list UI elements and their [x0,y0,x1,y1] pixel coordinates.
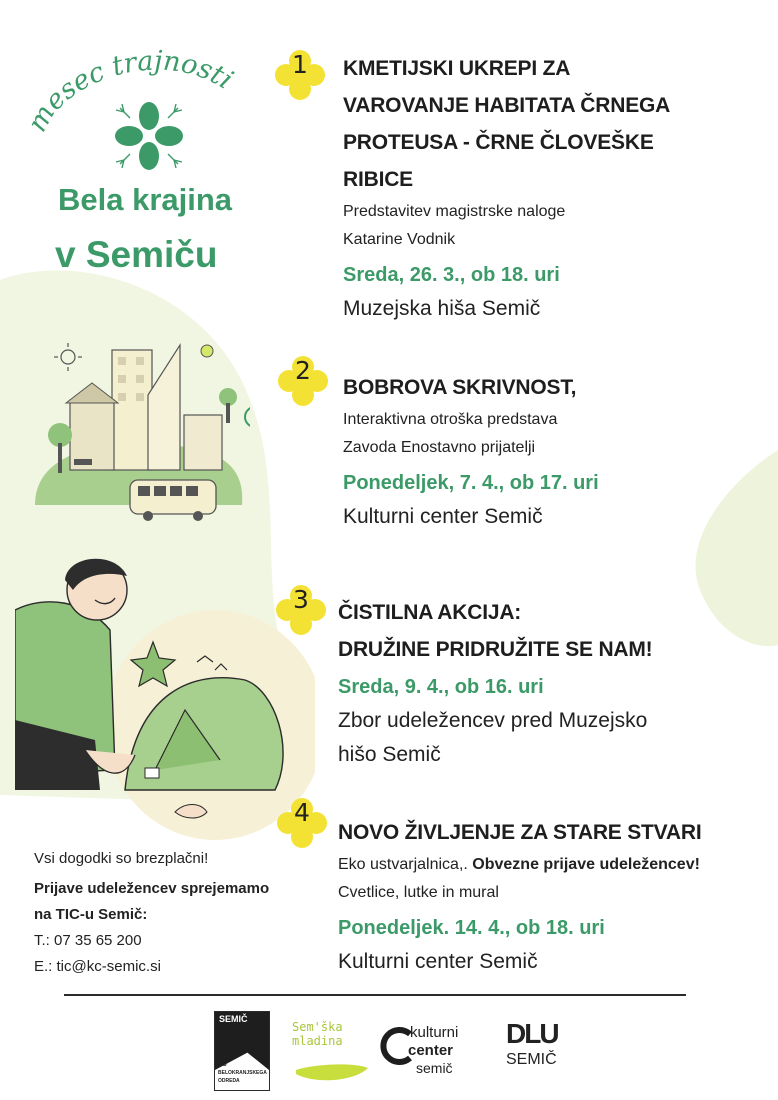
os-logo-line1: OŠ [218,1062,227,1068]
event-3-title-line: ČISTILNA AKCIJA: [338,601,522,624]
divider [64,994,686,996]
os-logo-line2: BELOKRANJSKEGA [218,1070,267,1076]
region-title: Bela krajina [58,182,233,217]
event-1-title-line: RIBICE [343,168,413,191]
event-3-place-line: hišo Semič [338,743,441,766]
event-3-date: Sreda, 9. 4., ob 16. uri [338,676,544,698]
mladina-logo [292,1020,372,1086]
signup-line: na TIC-u Semič: [34,906,148,923]
event-1 [343,50,670,326]
event-1-title-line: KMETIJSKI UKREPI ZA [343,57,571,80]
event-4-place: Kulturni center Semič [338,950,538,973]
event-1-place: Muzejska hiša Semič [343,297,541,320]
background-blob-right [640,440,778,660]
dlu-logo-bottom: SEMIČ [506,1051,557,1068]
info-block [34,846,269,980]
event-4-date: Ponedeljek. 14. 4., ob 18. uri [338,917,605,939]
event-1-title-line: VAROVANJE HABITATA ČRNEGA [343,94,671,117]
event-2-place: Kulturni center Semič [343,505,543,528]
free-note: Vsi dogodki so brezplačni! [34,850,209,867]
flower-icon [112,100,186,172]
event-1-title-line: PROTEUSA - ČRNE ČLOVEŠKE [343,131,654,154]
event-1-date: Sreda, 26. 3., ob 18. uri [343,264,560,286]
kulturni-center-logo [380,1020,480,1080]
person-illustration [15,550,315,840]
event-4 [338,814,702,979]
event-2 [343,369,599,534]
mladina-logo-line1: Sem'ška [292,1020,343,1034]
event-2-date: Ponedeljek, 7. 4., ob 17. uri [343,472,599,494]
event-1-number: 1 [292,50,308,79]
event-4-description: Cvetlice, lutke in mural [338,884,499,901]
phone[interactable]: T.: 07 35 65 200 [34,932,142,949]
city-illustration [30,335,250,525]
event-4-title: NOVO ŽIVLJENJE ZA STARE STVARI [338,821,702,844]
mladina-logo-line2: mladina [292,1034,343,1048]
event-2-description: Zavoda Enostavno prijatelji [343,439,536,456]
signup-line: Prijave udeležencev sprejemamo [34,880,270,897]
event-4-number: 4 [294,798,310,827]
event-4-description: Eko ustvarjalnica,. Obvezne prijave udeležencev! [338,856,700,873]
event-3-title-line: DRUŽINE PRIDRUŽITE SE NAM! [338,638,653,661]
event-3 [338,594,652,772]
kc-logo-line1: kulturni [410,1024,459,1041]
event-3-place-line: Zbor udeležencev pred Muzejsko [338,709,648,732]
event-2-number: 2 [295,356,311,385]
kc-logo-line2: center [408,1042,454,1059]
os-logo [214,1011,270,1091]
event-2-description: Interaktivna otroška predstava [343,411,558,428]
os-logo-top: SEMIČ [219,1014,248,1024]
location-title: v Semiču [55,234,218,275]
os-logo-line3: ODREDA [218,1078,240,1084]
kc-logo-line3: semič [416,1060,453,1076]
dlu-logo-top: DLU [506,1018,558,1049]
arc-title-text: mesec trajnosti [21,45,239,137]
event-1-description: Katarine Vodnik [343,231,456,248]
event-1-description: Predstavitev magistrske naloge [343,203,566,220]
event-4-signup-required: Obvezne prijave udeležencev! [472,856,700,873]
email[interactable]: E.: tic@kc-semic.si [34,958,161,975]
dlu-logo [506,1018,566,1080]
event-3-number: 3 [293,585,309,614]
event-2-title: BOBROVA SKRIVNOST, [343,376,577,399]
